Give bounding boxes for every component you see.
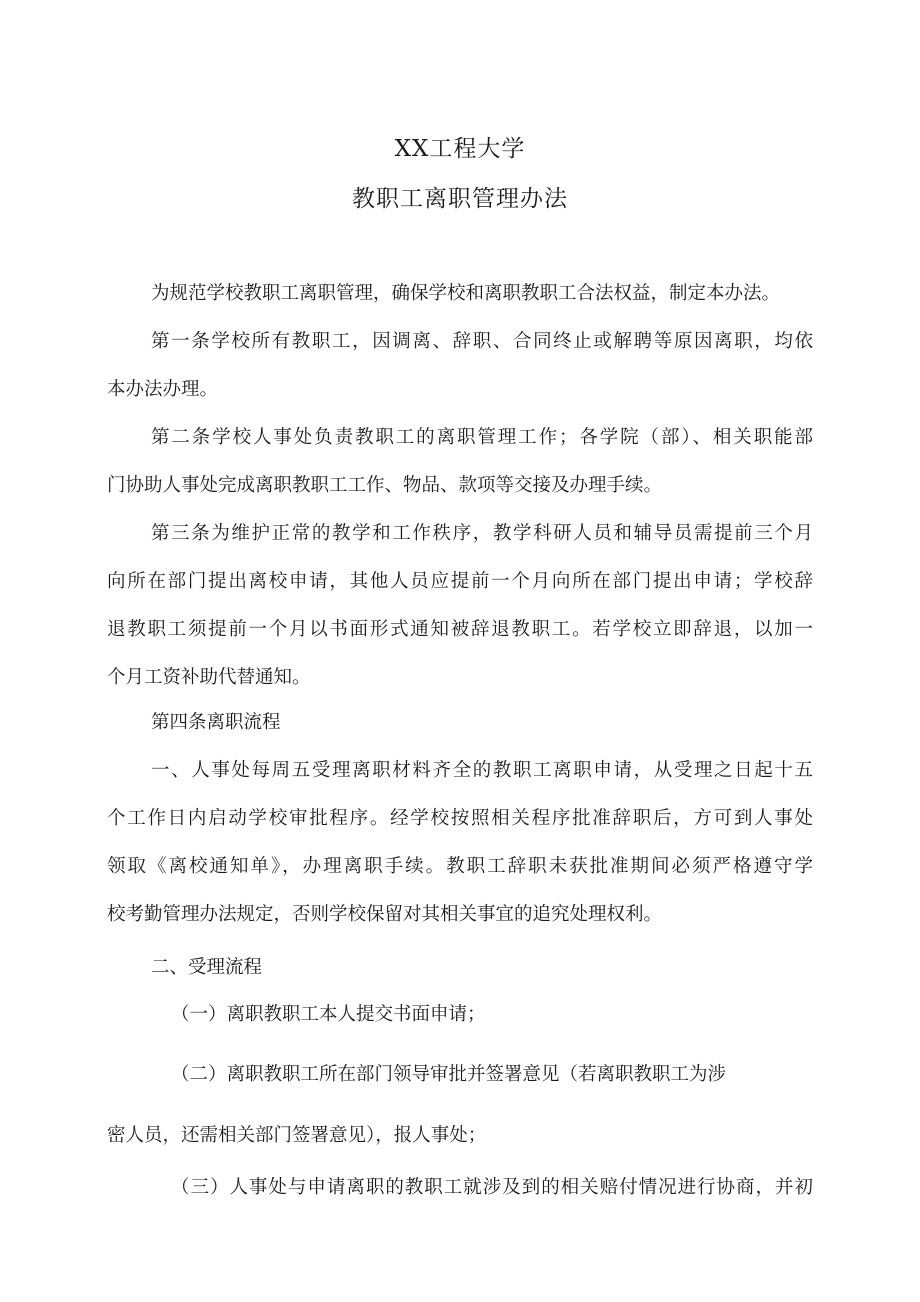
procedure-item-2-continued <box>107 1112 813 1160</box>
article-3-paragraph <box>107 510 813 702</box>
article-1-paragraph <box>107 318 813 414</box>
text-line: 本办法办理。 <box>107 379 219 400</box>
procedure-item-3 <box>107 1164 813 1212</box>
text-line: （三）人事处与申请离职的教职工就涉及到的相关赔付情况进行协商，并初 <box>171 1177 813 1198</box>
procedure-item-1 <box>107 991 813 1039</box>
document-title: 教职工离职管理办法 <box>352 186 568 212</box>
text-line: 领取《离校通知单》，办理离职手续。教职工辞职未获批准期间必须严格遵守学 <box>107 856 813 877</box>
text-line: 校考勤管理办法规定，否则学校保留对其相关事宜的追究处理权利。 <box>107 904 663 925</box>
text-line: 第四条离职流程 <box>151 712 281 733</box>
text-line: 门协助人事处完成离职教职工工作、物品、款项等交接及办理手续。 <box>107 475 663 496</box>
procedure-item-2 <box>107 1051 813 1099</box>
text-line: 为规范学校教职工离职管理，确保学校和离职教职工合法权益，制定本办法。 <box>151 283 781 304</box>
section-2-heading <box>107 944 813 992</box>
text-line: 个工作日内启动学校审批程序。经学校按照相关程序批准辞职后，方可到人事处 <box>107 808 813 829</box>
text-line: （一）离职教职工本人提交书面申请； <box>171 1004 486 1025</box>
text-line: 二、受理流程 <box>151 957 263 978</box>
text-line: 一、人事处每周五受理离职材料齐全的教职工离职申请，从受理之日起十五 <box>151 760 813 781</box>
text-line: 密人员，还需相关部门签署意见），报人事处； <box>107 1125 487 1146</box>
preamble-paragraph <box>107 270 813 318</box>
text-line: 退教职工须提前一个月以书面形式通知被辞退教职工。若学校立即辞退，以加一 <box>107 619 813 640</box>
university-title: XX工程大学 <box>394 136 526 162</box>
text-line: 第三条为维护正常的教学和工作秩序，教学科研人员和辅导员需提前三个月 <box>151 523 813 544</box>
text-line: （二）离职教职工所在部门领导审批并签署意见（若离职教职工为涉 <box>171 1064 727 1085</box>
text-line: 第一条学校所有教职工，因调离、辞职、合同终止或解聘等原因离职，均依 <box>151 331 813 352</box>
text-line: 向所在部门提出离校申请，其他人员应提前一个月向所在部门提出申请；学校辞 <box>107 571 813 592</box>
text-line: 第二条学校人事处负责教职工的离职管理工作；各学院（部）、相关职能部 <box>151 427 813 448</box>
article-2-paragraph <box>107 414 813 510</box>
text-line: 个月工资补助代替通知。 <box>107 667 311 688</box>
section-1-paragraph <box>107 747 813 939</box>
article-4-heading <box>107 699 813 747</box>
